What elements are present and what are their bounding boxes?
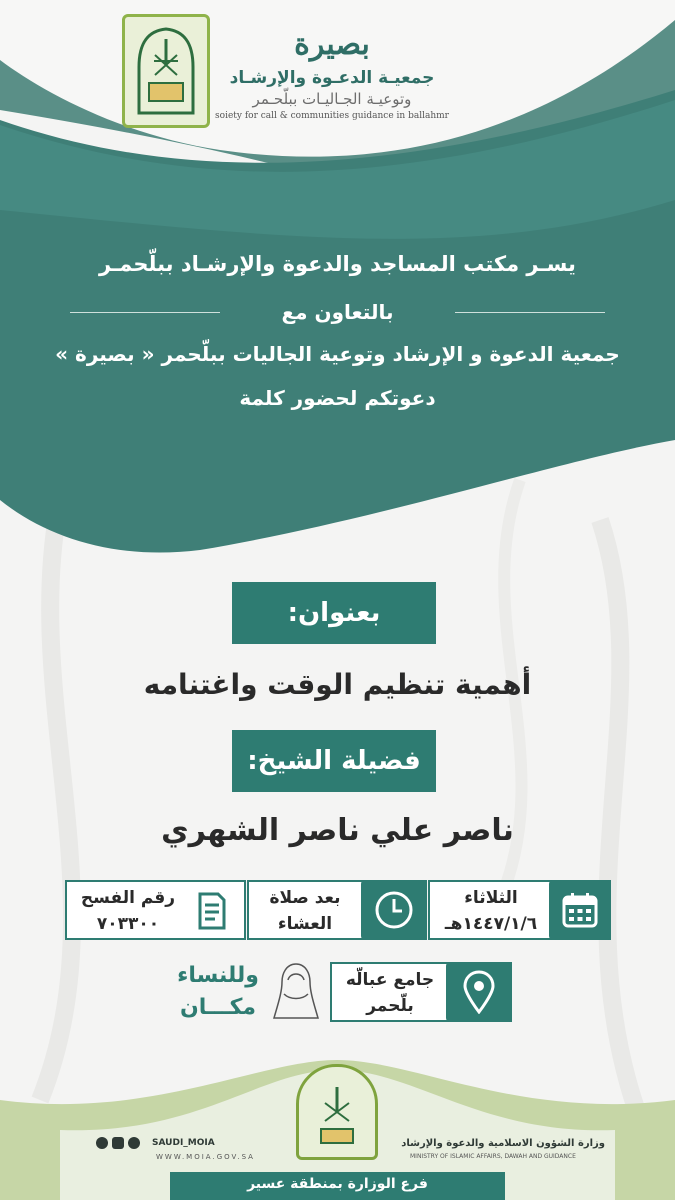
- social-icons: [96, 1137, 148, 1151]
- date-value: ١٤٤٧/١/٦هـ: [444, 914, 538, 934]
- location-line1: جامع عبالّه: [345, 970, 435, 990]
- intro-line3: جمعية الدعوة و الإرشاد وتوعية الجاليات ببلّحمر « بصيرة »: [55, 342, 620, 366]
- branch-label: فرع الوزارة بمنطقة عسير: [247, 1176, 428, 1192]
- date-box: [428, 880, 611, 940]
- permit-label: رقم الفسح: [80, 888, 176, 908]
- facebook-icon[interactable]: [128, 1137, 140, 1149]
- permit-box: [65, 880, 246, 940]
- permit-value: ٧٠٣٣٠٠: [96, 914, 160, 934]
- location-pin-icon: [461, 970, 497, 1014]
- clock-tile: [361, 880, 427, 940]
- sheikh-name: ناصر علي ناصر الشهري: [161, 813, 514, 848]
- website-url[interactable]: WWW.MOIA.GOV.SA: [156, 1153, 255, 1161]
- twitter-icon[interactable]: [96, 1137, 108, 1149]
- calendar-tile: [549, 880, 611, 940]
- clock-icon: [373, 889, 415, 931]
- social-handle[interactable]: SAUDI_MOIA: [152, 1138, 215, 1148]
- org-name-line2: وتوعيـة الجـاليـات ببلّحـمر: [252, 90, 412, 108]
- footer-ministry-en: MINISTRY OF ISLAMIC AFFAIRS, DAWAH AND GUIDANCE: [410, 1153, 576, 1160]
- basira-mark: بصيرة: [294, 27, 370, 62]
- footer-ministry-ar: وزارة الشؤون الاسلامية والدعوة والإرشاد: [401, 1138, 605, 1149]
- women-line2: مكـــان: [179, 995, 256, 1020]
- footer-ministry-emblem: [296, 1064, 378, 1160]
- document-tile: [188, 888, 234, 934]
- date-day: الثلاثاء: [464, 888, 518, 908]
- title-value: أهمية تنظيم الوقت واغتنامه: [143, 668, 532, 701]
- footer-emblem-icon: [299, 1067, 375, 1157]
- woman-icon: [270, 960, 322, 1022]
- sheikh-label: فضيلة الشيخ:: [232, 730, 436, 792]
- location-box: [330, 962, 512, 1022]
- women-line1: وللنساء: [177, 963, 259, 988]
- location-line2: بلّحمر: [366, 996, 414, 1016]
- intro-line1: يسـر مكتب المساجد والدعوة والإرشـاد ببلّحمـر: [99, 252, 576, 276]
- calendar-icon: [560, 890, 600, 930]
- time-line1: بعد صلاة: [269, 888, 341, 908]
- time-line2: العشاء: [277, 914, 333, 934]
- title-label: بعنوان:: [232, 582, 436, 644]
- ministry-emblem-icon: [125, 17, 207, 125]
- instagram-icon[interactable]: [112, 1137, 124, 1149]
- intro-line4: دعوتكم لحضور كلمة: [239, 386, 436, 410]
- org-name-en: soiety for call & communities guidance in ballahmr: [215, 111, 449, 121]
- intro-line2: بالتعاون مع: [281, 300, 394, 324]
- time-box: [247, 880, 427, 940]
- document-icon: [188, 888, 234, 934]
- basira-logo: [212, 12, 452, 142]
- woman-silhouette: [270, 960, 322, 1022]
- location-tile: [446, 962, 512, 1022]
- ministry-logo: [122, 14, 210, 128]
- org-name-line1: جمعيـة الدعـوة والإرشـاد: [229, 68, 435, 88]
